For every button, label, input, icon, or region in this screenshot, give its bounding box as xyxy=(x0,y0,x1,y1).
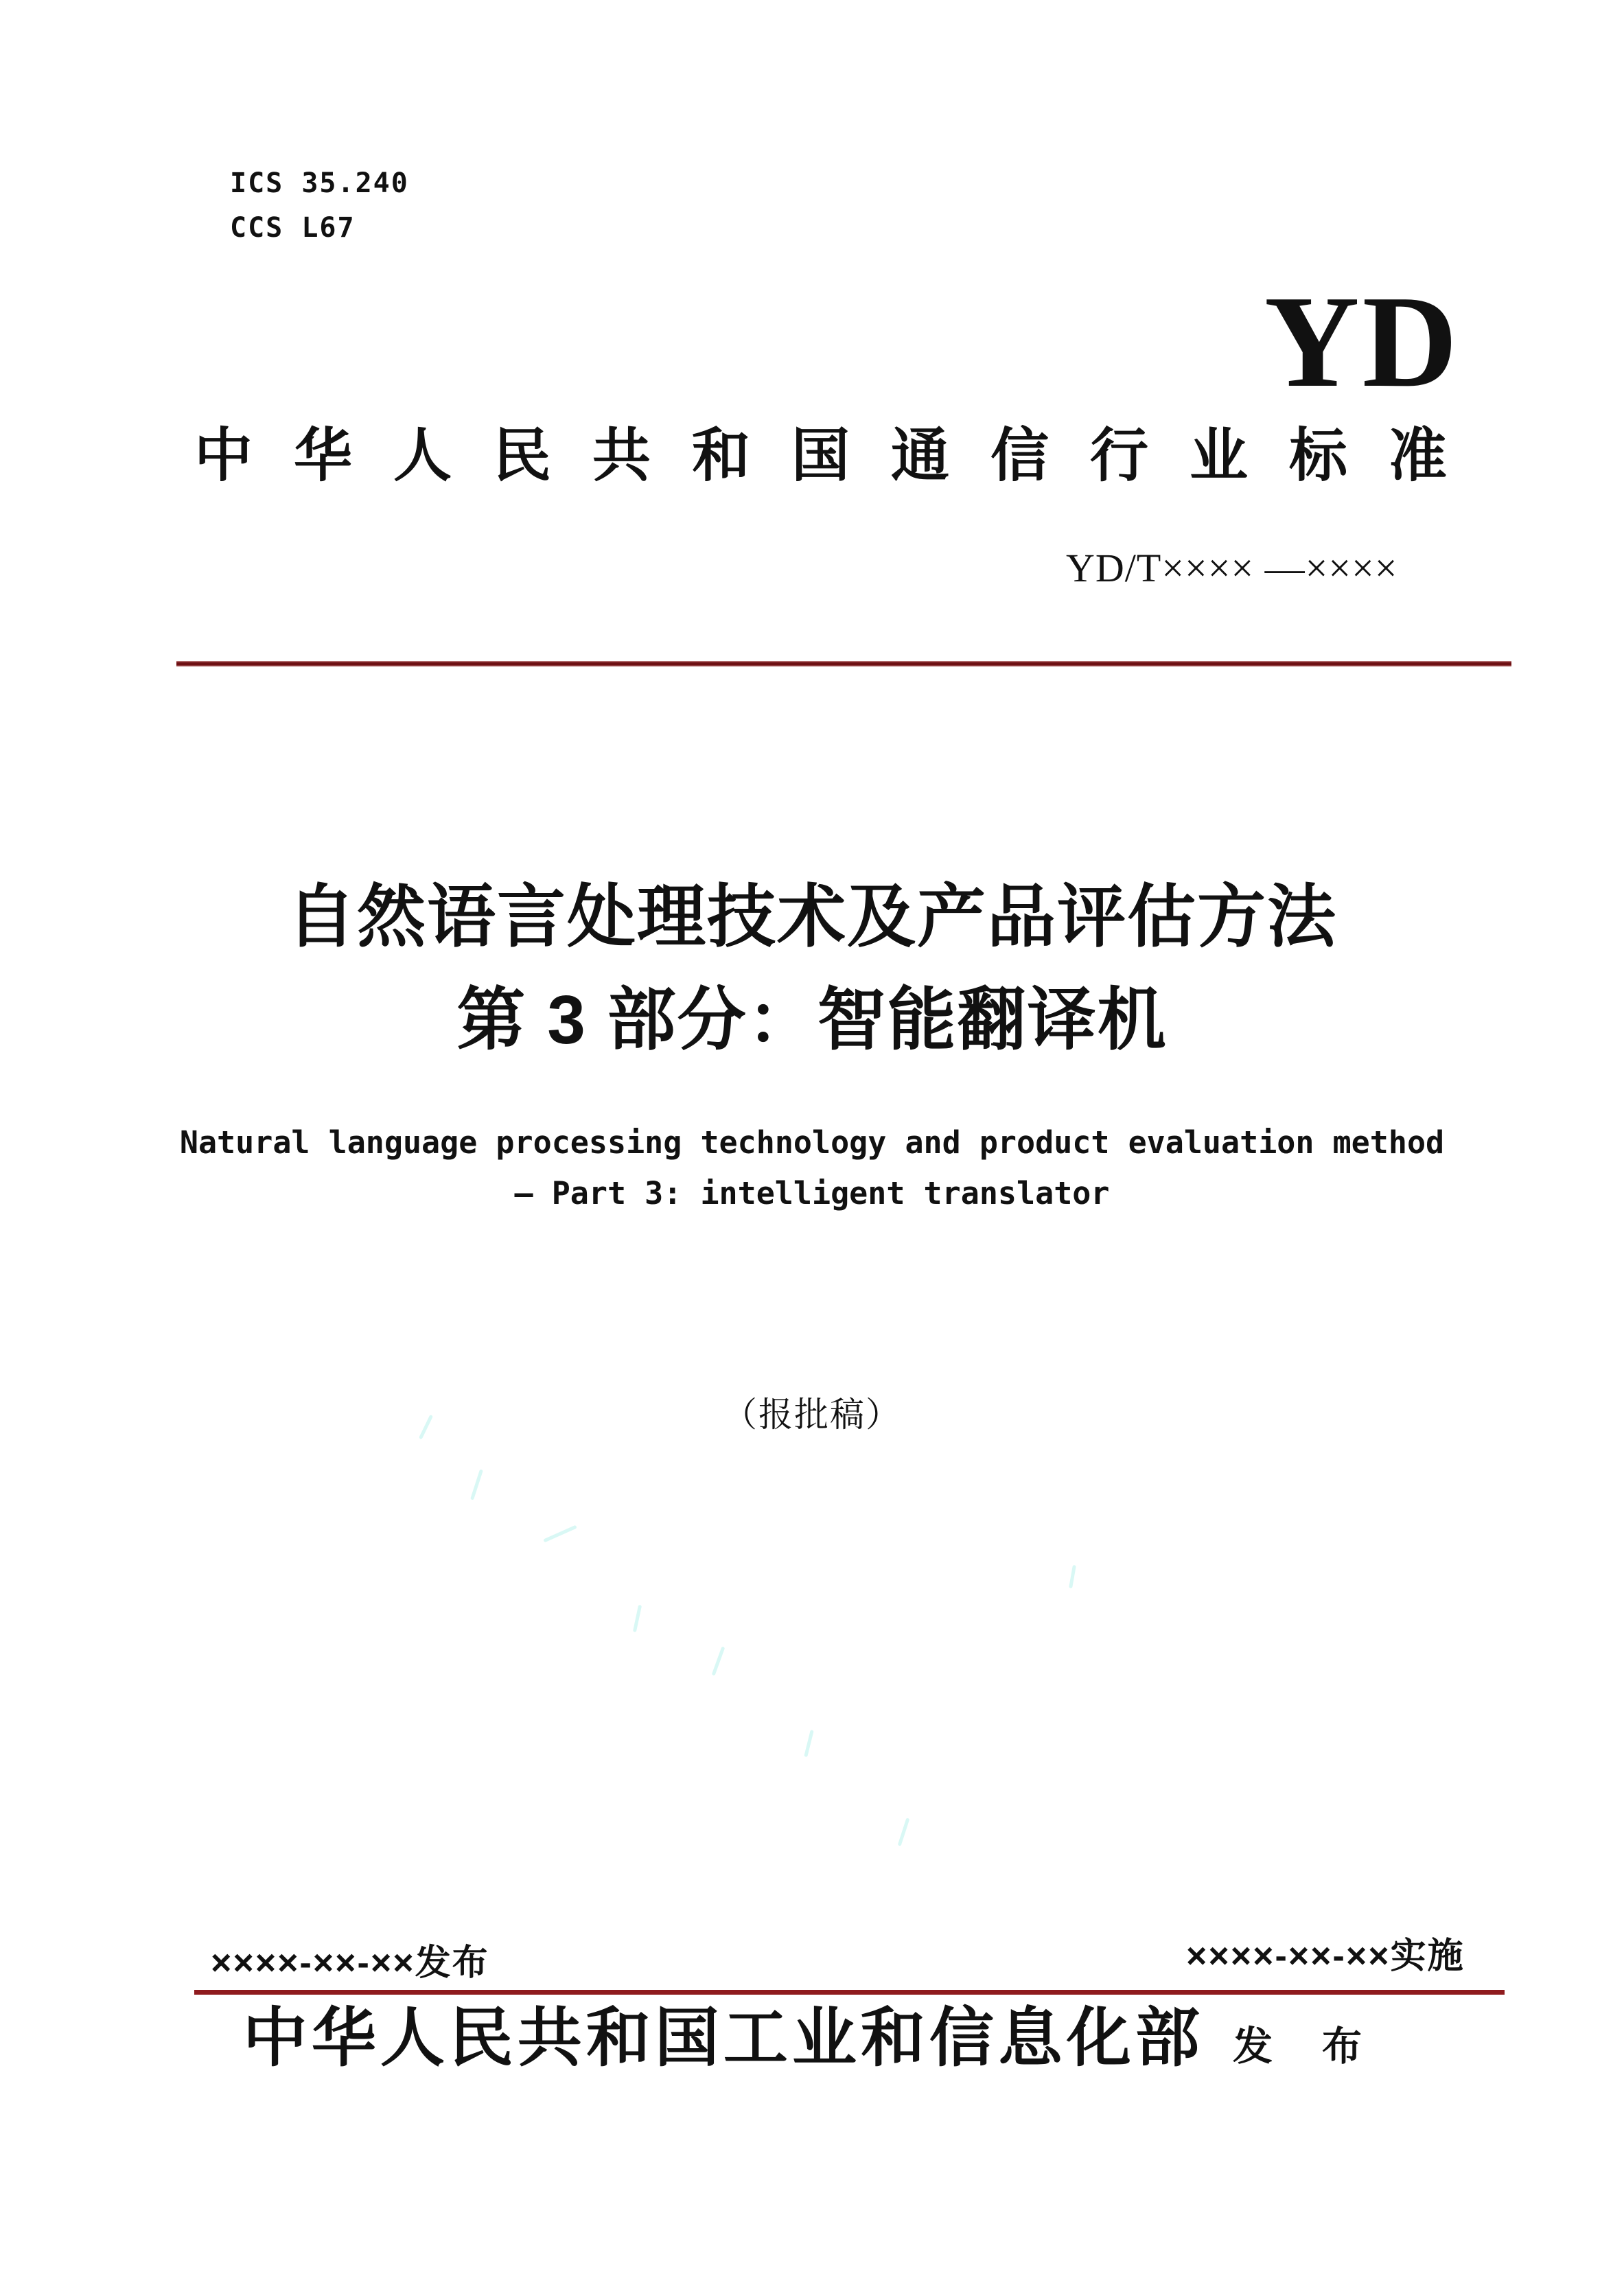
publish-action-label: 发 布 xyxy=(1232,2024,1382,2069)
scan-artifact-mark xyxy=(712,1646,726,1675)
title-cn-line1: 自然语言处理技术及产品评估方法 xyxy=(287,879,1337,955)
bottom-red-rule xyxy=(194,1990,1505,1995)
title-en-line2: — Part 3: intelligent translator xyxy=(514,1175,1110,1211)
ics-code: ICS 35.240 xyxy=(230,167,409,199)
scan-artifact-mark xyxy=(543,1525,577,1543)
implement-date: ××××-××-××实施 xyxy=(1186,1936,1465,1976)
scan-artifact-mark xyxy=(633,1605,642,1632)
yd-logo: YD xyxy=(1264,268,1461,415)
ccs-code: CCS L67 xyxy=(230,212,356,244)
draft-note: （报批稿） xyxy=(723,1395,901,1435)
issue-date: ××××-××-××发布 xyxy=(211,1943,489,1983)
publisher-row xyxy=(0,2002,1624,2074)
title-en-line1: Natural language processing technology and product evaluation method xyxy=(179,1124,1445,1161)
publisher-name: 中华人民共和国工业和信息化部 xyxy=(242,2002,1204,2074)
top-red-rule xyxy=(176,661,1511,666)
title-cn-line2: 第 3 部分：智能翻译机 xyxy=(456,982,1168,1058)
standard-number: YD/T×××× —×××× xyxy=(1066,546,1398,590)
scan-artifact-mark xyxy=(804,1730,814,1757)
national-standard-header: 中华人民共和国通信行业标准 xyxy=(194,424,1489,489)
scan-artifact-mark xyxy=(470,1469,483,1500)
scan-artifact-mark xyxy=(1069,1565,1076,1588)
scan-artifact-mark xyxy=(898,1818,910,1846)
